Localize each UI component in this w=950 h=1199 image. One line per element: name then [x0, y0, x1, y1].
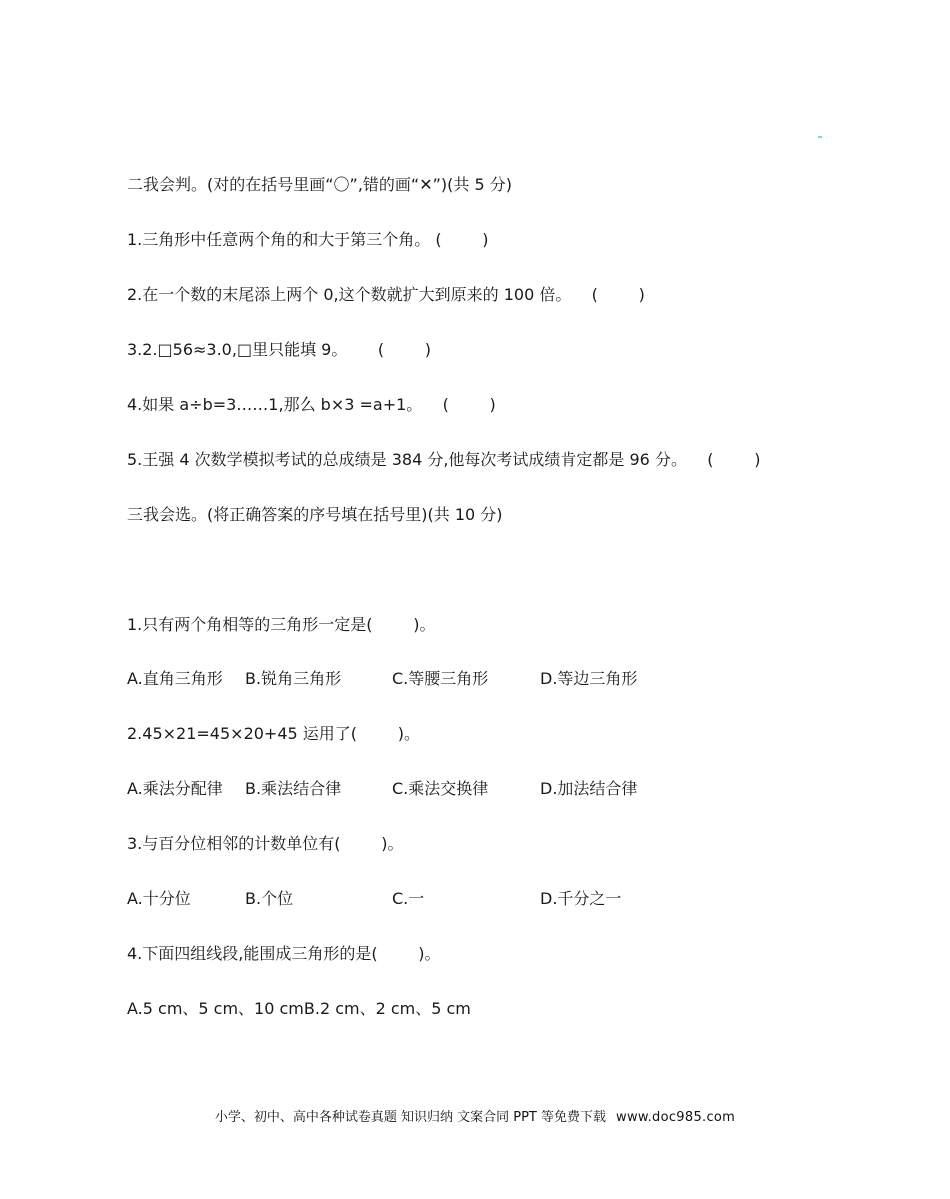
choice-question-3: 3.与百分位相邻的计数单位有( )。: [127, 834, 404, 853]
q3-option-a: A.十分位: [127, 889, 191, 908]
q2-option-d: D.加法结合律: [540, 779, 638, 798]
choice-question-4: 4.下面四组线段,能围成三角形的是( )。: [127, 944, 441, 963]
section2-title: 二我会判。(对的在括号里画“〇”,错的画“✕”)(共 5 分): [127, 175, 512, 194]
q2-option-a: A.乘法分配律: [127, 779, 223, 798]
q3-option-d: D.千分之一: [540, 889, 622, 908]
section3-title: 三我会选。(将正确答案的序号填在括号里)(共 10 分): [127, 505, 503, 524]
q2-option-b: B.乘法结合律: [245, 779, 342, 798]
q3-option-b: B.个位: [245, 889, 294, 908]
q1-option-d: D.等边三角形: [540, 669, 638, 688]
q4-options-line: A.5 cm、5 cm、10 cmB.2 cm、2 cm、5 cm: [127, 999, 471, 1018]
q1-option-c: C.等腰三角形: [392, 669, 489, 688]
q1-option-b: B.锐角三角形: [245, 669, 342, 688]
judge-item-5: 5.王强 4 次数学模拟考试的总成绩是 384 分,他每次考试成绩肯定都是 96 分。 ( ): [127, 450, 761, 469]
footer-text: 小学、初中、高中各种试卷真题 知识归纳 文案合同 PPT 等免费下载: [214, 1110, 607, 1125]
choice-question-2: 2.45×21=45×20+45 运用了( )。: [127, 724, 420, 743]
judge-item-3: 3.2.□56≈3.0,□里只能填 9。 ( ): [127, 340, 432, 359]
judge-item-1: 1.三角形中任意两个角的和大于第三个角。 ( ): [127, 230, 489, 249]
choice-question-1: 1.只有两个角相等的三角形一定是( )。: [127, 615, 436, 634]
q1-option-a: A.直角三角形: [127, 669, 223, 688]
judge-item-2: 2.在一个数的末尾添上两个 0,这个数就扩大到原来的 100 倍。 ( ): [127, 285, 645, 304]
decorative-dot: [818, 136, 822, 138]
page-footer: [0, 1110, 950, 1126]
judge-item-4: 4.如果 a÷b=3……1,那么 b×3 =a+1。 ( ): [127, 395, 496, 414]
q3-option-c: C.一: [392, 889, 425, 908]
footer-url[interactable]: www.doc985.com: [616, 1110, 736, 1125]
q2-option-c: C.乘法交换律: [392, 779, 489, 798]
